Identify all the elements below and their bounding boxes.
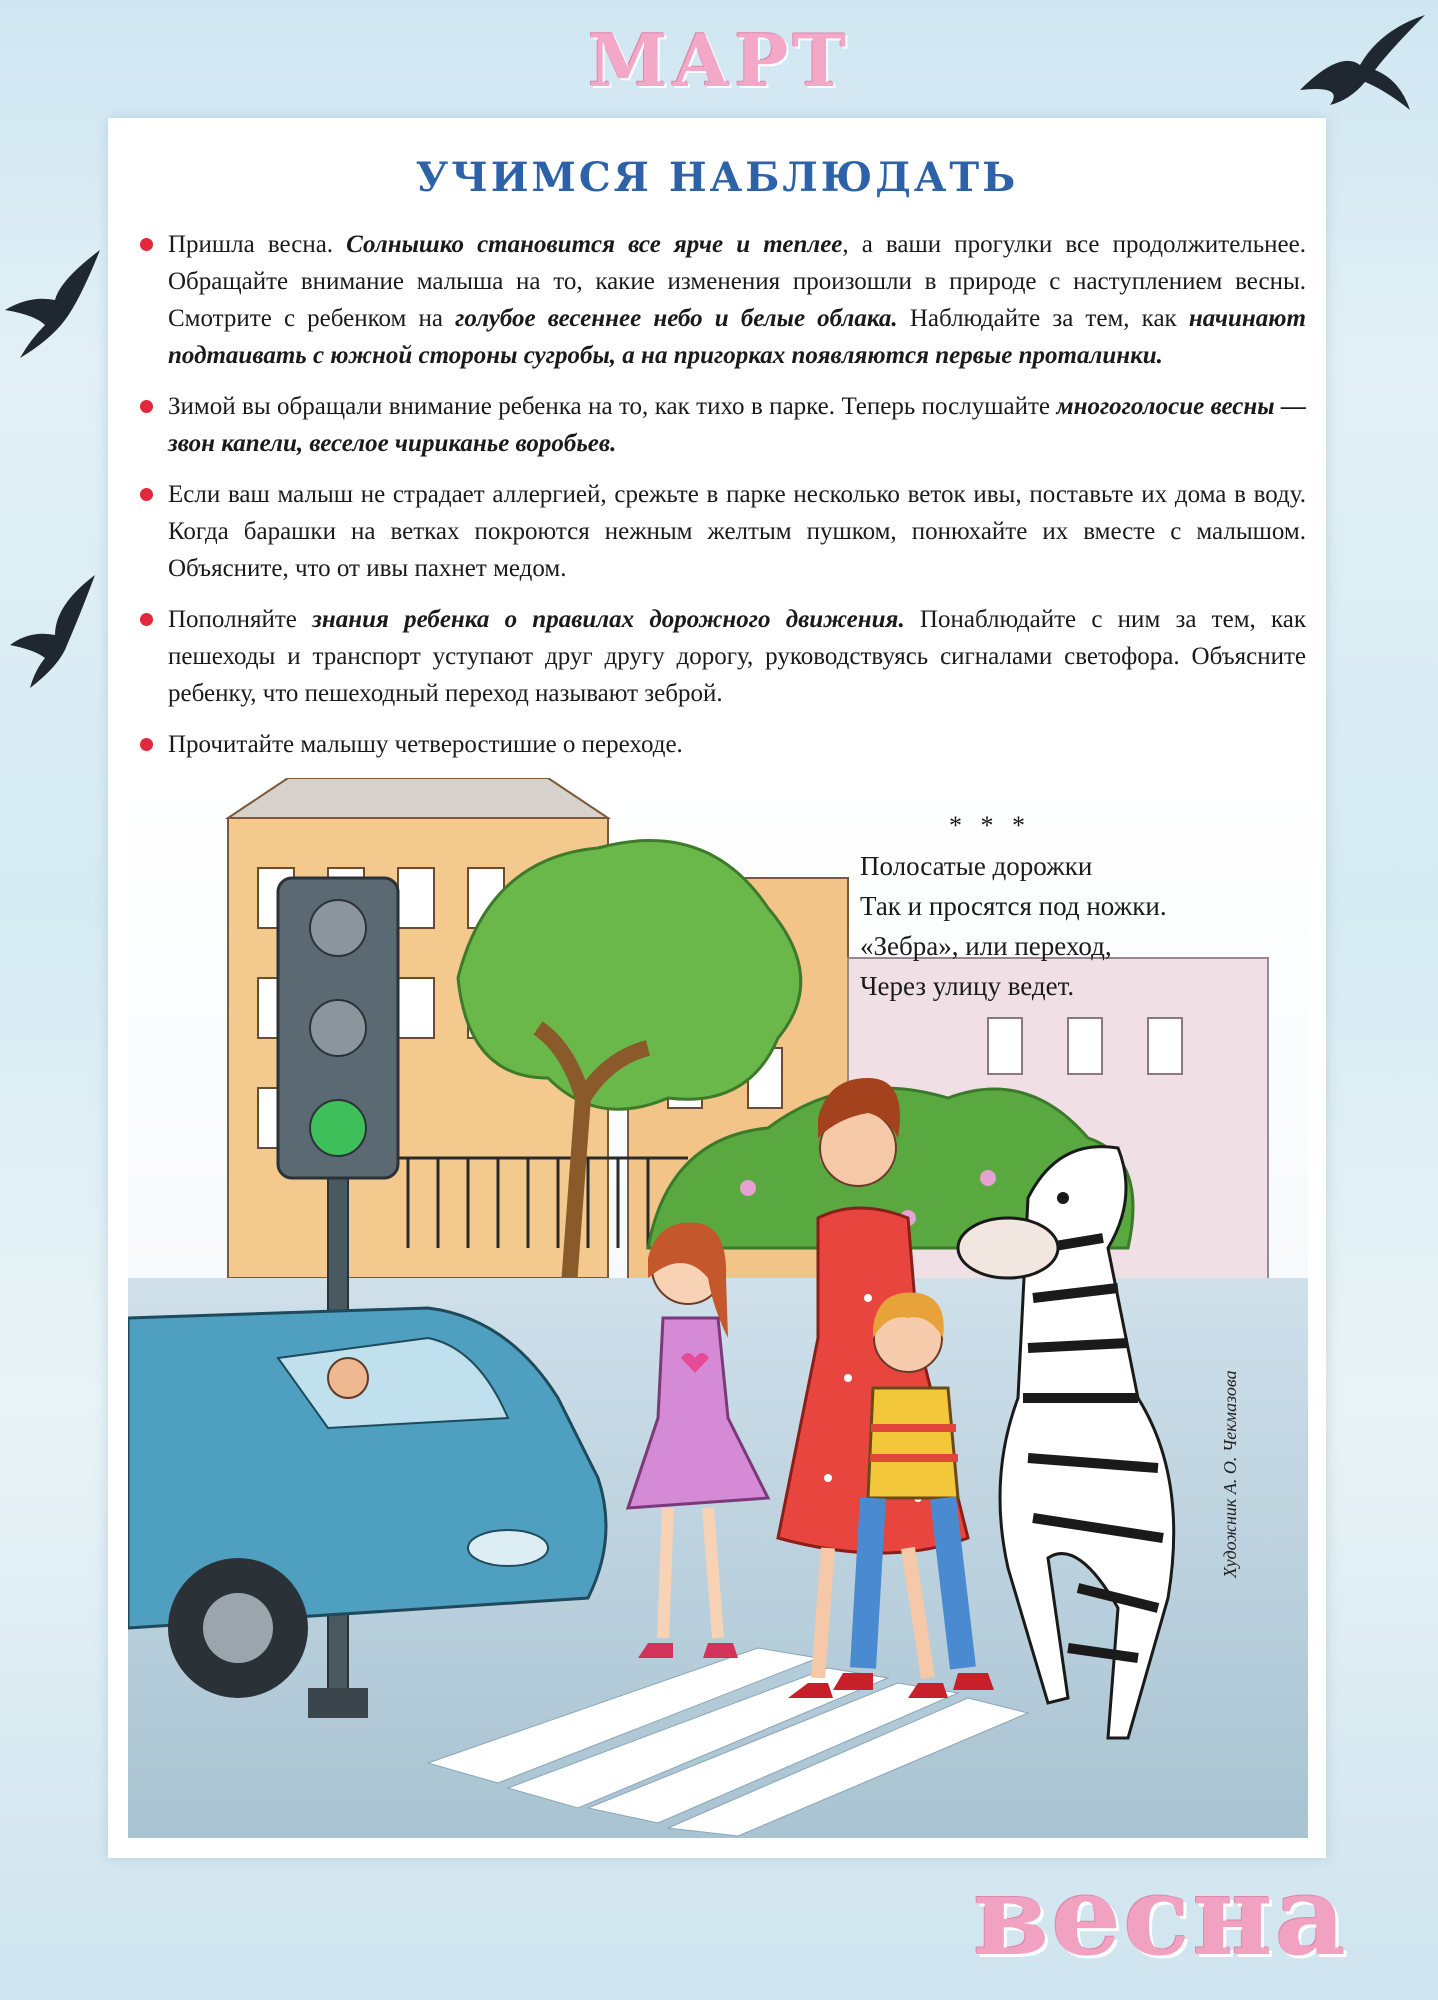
section-title: УЧИМСЯ НАБЛЮДАТЬ <box>415 154 1019 201</box>
paragraph <box>138 476 1306 587</box>
paragraph-list <box>138 226 1306 777</box>
bullet-icon <box>140 488 153 501</box>
bullet-icon <box>140 738 153 751</box>
emphasis-text: многоголосие весны — звон капели, веселое чириканье воробьев. <box>168 393 1307 457</box>
paragraph-text: Пополняйте <box>168 606 313 633</box>
poem-line: «Зебра», или переход, <box>860 931 1112 961</box>
paragraph-text: Понаблюдайте с ним за тем, как пешеходы и транспорт уступают друг другу дорогу, руководствуясь сигналами светофора. Объясните ребенку, что пешеходный переход называют зеброй. <box>168 606 1306 707</box>
paragraph <box>138 388 1306 462</box>
poem-line: Через улицу ведет. <box>860 971 1075 1001</box>
poem <box>860 806 1280 1006</box>
paragraph <box>138 226 1306 374</box>
swallow-icon <box>5 560 105 690</box>
bullet-icon <box>140 613 153 626</box>
paragraph-text: , а ваши прогулки все продолжительнее. Обращайте внимание малыша на то, какие изменения произошли в природе с наступлением весны. Смотрите с ребенком на <box>168 231 1307 332</box>
bullet-icon <box>140 238 153 251</box>
paragraph <box>138 601 1306 712</box>
paragraph-text: Наблюдайте за тем, как <box>897 305 1189 332</box>
emphasis-text: голубое весеннее небо и белые облака. <box>455 305 898 332</box>
swallow-icon <box>0 240 110 360</box>
emphasis-text: начинают подтаивать с южной стороны сугробы, а на пригорках появляются первые проталинки. <box>168 305 1306 369</box>
poem-line: Так и просятся под ножки. <box>860 891 1167 921</box>
emphasis-text: знания ребенка о правилах дорожного движения. <box>312 606 905 633</box>
poem-stars: * * * <box>949 811 1031 840</box>
emphasis-text: Солнышко становится все ярче и теплее <box>346 231 843 258</box>
paragraph-text: Зимой вы обращали внимание ребенка на то, как тихо в парке. Теперь послушайте <box>168 393 1057 420</box>
season-title: весна <box>972 1851 1348 1980</box>
bullet-icon <box>140 400 153 413</box>
paragraph-text: Пришла весна. <box>168 231 347 258</box>
paragraph-text: Если ваш малыш не страдает аллергией, срежьте в парке несколько веток ивы, поставьте их дома в воду. Когда барашки на ветках покроются нежным желтым пушком, понюхайте их вместе с малышом. Объясните, что от ивы пахнет медом. <box>168 481 1306 582</box>
month-title: МАРТ <box>587 18 851 103</box>
artist-credit: Художник А. О. Чекмазова <box>1220 1370 1240 1578</box>
content-panel <box>108 118 1326 1858</box>
poem-line: Полосатые дорожки <box>860 851 1093 881</box>
paragraph <box>138 726 1306 763</box>
paragraph-text: Прочитайте малышу четверостишие о переходе. <box>168 731 683 758</box>
